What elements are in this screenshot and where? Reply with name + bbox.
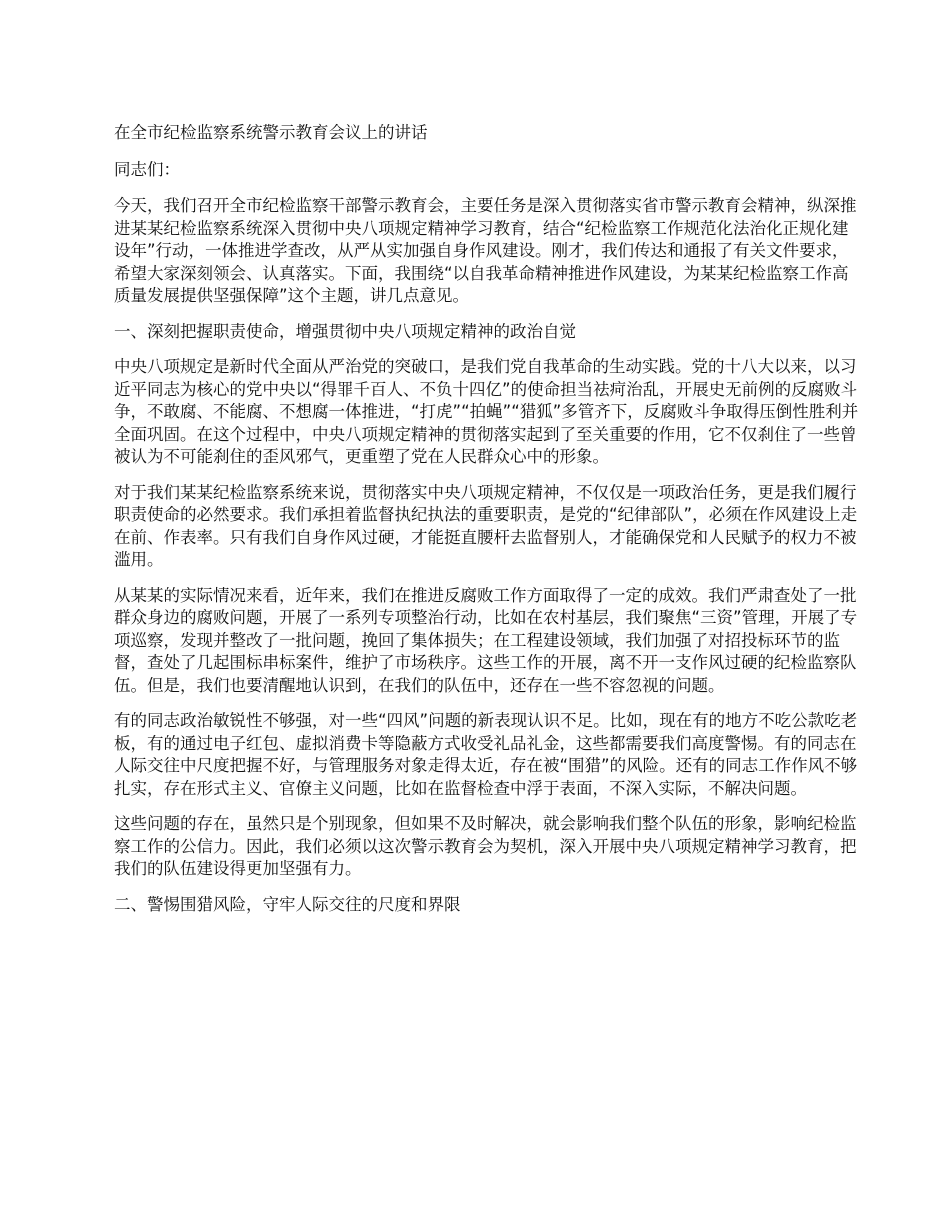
document-title: 在全市纪检监察系统警示教育会议上的讲话 <box>114 123 428 142</box>
paragraph: 中央八项规定是新时代全面从严治党的突破口，是我们党自我革命的生动实践。党的十八大以来，以习近平同志为核心的党中央以“得罪千百人、不负十四亿”的使命担当祛疴治乱，开展史无前例的反腐败斗争，不敢腐、不能腐、不想腐一体推进，“打虎”“拍蝇”“猎狐”多管齐下，反腐败斗争取得压倒性胜利并全面巩固。在这个过程中，中央八项规定精神的贯彻落实起到了至关重要的作用，它不仅刹住了一些曾被认为不可能刹住的歪风邪气，更重塑了党在人民群众心中的形象。 <box>114 357 859 466</box>
document-body <box>114 122 859 929</box>
paragraph: 有的同志政治敏锐性不够强，对一些“四风”问题的新表现认识不足。比如，现在有的地方不吃公款吃老板，有的通过电子红包、虚拟消费卡等隐蔽方式收受礼品礼金，这些都需要我们高度警惕。有的同志在人际交往中尺度把握不好，与管理服务对象走得太近，存在被“围猎”的风险。还有的同志工作作风不够扎实，存在形式主义、官僚主义问题，比如在监督检查中浮于表面，不深入实际，不解决问题。 <box>114 711 858 798</box>
section-heading-2: 二、警惕围猎风险，守牢人际交往的尺度和界限 <box>114 894 461 914</box>
paragraph-intro: 今天，我们召开全市纪检监察干部警示教育会，主要任务是深入贯彻落实省市警示教育会精神，纵深推进某某纪检监察系统深入贯彻中央八项规定精神学习教育，结合“纪检监察工作规范化法治化正规化建设年”行动，一体推进学查改，从严从实加强自身作风建设。刚才，我们传达和通报了有关文件要求，希望大家深刻领会、认真落实。下面，我围绕“以自我革命精神推进作风建设，为某某纪检监察工作高质量发展提供坚强保障”这个主题，讲几点意见。 <box>114 196 857 305</box>
paragraph: 这些问题的存在，虽然只是个别现象，但如果不及时解决，就会影响我们整个队伍的形象，影响纪检监察工作的公信力。因此，我们必须以这次警示教育会为契机，深入开展中央八项规定精神学习教育，把我们的队伍建设得更加坚强有力。 <box>114 814 857 878</box>
paragraph: 从某某的实际情况来看，近年来，我们在推进反腐败工作方面取得了一定的成效。我们严肃查处了一批群众身边的腐败问题，开展了一系列专项整治行动，比如在农村基层，我们聚焦“三资”管理，开展了专项巡察，发现并整改了一批问题，挽回了集体损失；在工程建设领域，我们加强了对招投标环节的监督，查处了几起围标串标案件，维护了市场秩序。这些工作的开展，离不开一支作风过硬的纪检监察队伍。但是，我们也要清醒地认识到，在我们的队伍中，还存在一些不容忽视的问题。 <box>114 585 858 695</box>
paragraph: 对于我们某某纪检监察系统来说，贯彻落实中央八项规定精神，不仅仅是一项政治任务，更是我们履行职责使命的必然要求。我们承担着监督执纪执法的重要职责，是党的“纪律部队”，必须在作风建设上走在前、作表率。只有我们自身作风过硬，才能挺直腰杆去监督别人，才能确保党和人民赋予的权力不被滥用。 <box>114 482 858 569</box>
salutation: 同志们： <box>114 159 180 179</box>
section-heading-1: 一、深刻把握职责使命，增强贯彻中央八项规定精神的政治自觉 <box>114 321 576 341</box>
